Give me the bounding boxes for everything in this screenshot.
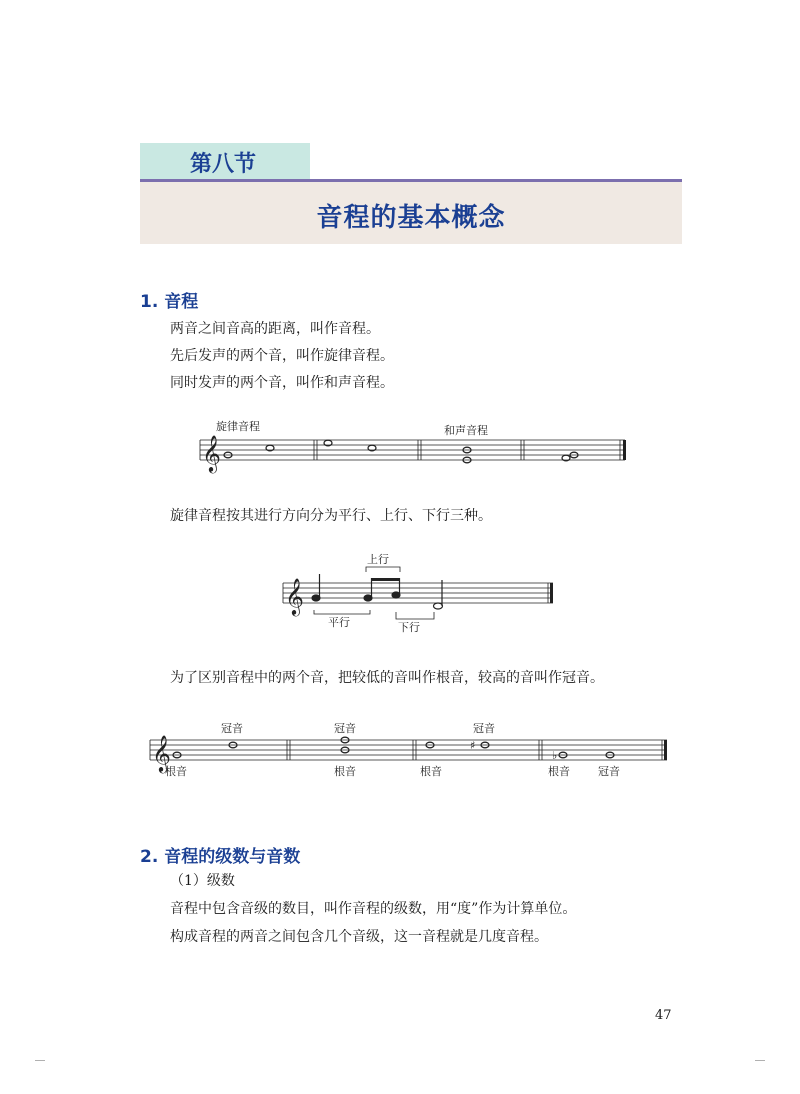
- treble-clef-icon: 𝄞: [152, 734, 171, 772]
- label-crown: 冠音: [598, 765, 620, 778]
- label-parallel: 平行: [328, 616, 350, 629]
- label-crown: 冠音: [221, 722, 243, 735]
- label-crown: 冠音: [473, 722, 495, 735]
- label-root: 根音: [420, 765, 442, 778]
- crop-mark: [35, 1060, 45, 1061]
- section-tab: [140, 143, 310, 180]
- score-melodic-harmonic: [190, 418, 630, 478]
- paragraph-line: 旋律音程按其进行方向分为平行、上行、下行三种。: [170, 508, 492, 524]
- label-down: 下行: [398, 621, 420, 634]
- score-root-crown: [145, 718, 670, 780]
- title-band: [140, 182, 682, 244]
- label-harmonic: 和声音程: [444, 424, 488, 437]
- treble-clef-icon: 𝄞: [202, 434, 221, 472]
- paragraph-line: 两音之间音高的距离，叫作音程。: [170, 321, 380, 337]
- page-number: 47: [655, 1008, 672, 1023]
- crop-mark: [755, 1060, 765, 1061]
- label-root: 根音: [334, 765, 356, 778]
- label-melodic: 旋律音程: [216, 420, 260, 433]
- paragraph-line: 同时发声的两个音，叫作和声音程。: [170, 375, 394, 391]
- label-root: 根音: [165, 765, 187, 778]
- label-crown: 冠音: [334, 722, 356, 735]
- label-up: 上行: [367, 553, 389, 566]
- heading-intervals: 1. 音程: [140, 292, 199, 312]
- subheading-degree: （1）级数: [170, 873, 235, 889]
- flat-icon: ♭: [552, 749, 558, 762]
- paragraph-line: 音程中包含音级的数目，叫作音程的级数，用“度”作为计算单位。: [170, 901, 577, 917]
- paragraph-line: 先后发声的两个音，叫作旋律音程。: [170, 348, 394, 364]
- score-direction: [278, 550, 558, 635]
- paragraph-line: 为了区别音程中的两个音，把较低的音叫作根音，较高的音叫作冠音。: [170, 670, 604, 686]
- note: [434, 603, 443, 609]
- paragraph-line: 构成音程的两音之间包含几个音级，这一音程就是几度音程。: [170, 929, 548, 945]
- note: [364, 595, 372, 601]
- sharp-icon: ♯: [470, 739, 476, 752]
- page-title: 音程的基本概念: [316, 203, 506, 233]
- treble-clef-icon: 𝄞: [285, 577, 304, 615]
- label-root: 根音: [548, 765, 570, 778]
- note: [312, 595, 320, 601]
- section-label: 第八节: [190, 152, 257, 177]
- heading-degrees: 2. 音程的级数与音数: [140, 847, 301, 867]
- note: [392, 592, 400, 598]
